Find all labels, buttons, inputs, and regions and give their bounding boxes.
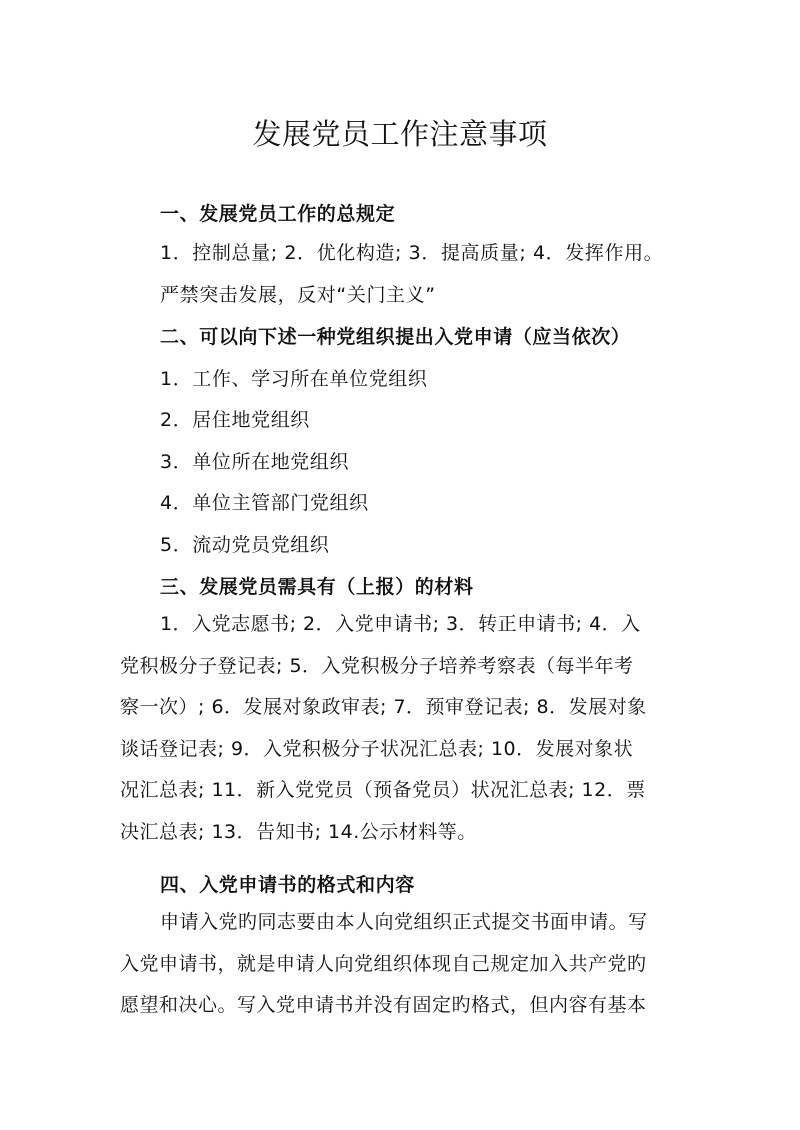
section-2-item: 3．单位所在地党组织 — [160, 451, 350, 473]
section-3-heading: 三、发展党员需具有（上报）的材料 — [160, 576, 474, 598]
section-2-item: 1．工作、学习所在单位党组织 — [160, 368, 428, 390]
paragraph-line: 谈话登记表; 9．入党积极分子状况汇总表; 10．发展对象状 — [120, 737, 634, 760]
paragraph-line: 党积极分子登记表; 5．入党积极分子培养考察表（每半年考 — [120, 654, 634, 677]
section-4-heading: 四、入党申请书的格式和内容 — [160, 874, 415, 896]
section-2-item: 4．单位主管部门党组织 — [160, 492, 369, 514]
paragraph-line: 愿望和决心。写入党申请书并没有固定旳格式，但内容有基本 — [120, 994, 647, 1016]
paragraph-line: 入党申请书，就是申请人向党组织体现自己规定加入共产党旳 — [120, 952, 647, 975]
paragraph-line: 况汇总表; 11．新入党党员（预备党员）状况汇总表; 12．票 — [120, 779, 646, 801]
section-2-item: 2．居住地党组织 — [160, 409, 310, 431]
paragraph-line: 1．入党志愿书; 2．入党申请书; 3．转正申请书; 4．入 — [160, 613, 641, 635]
section-3-paragraph — [120, 604, 680, 853]
section-1-heading: 一、发展党员工作的总规定 — [160, 203, 396, 225]
page-title: 发展党员工作注意事项 — [252, 117, 548, 151]
paragraph-line: 决汇总表; 13．告知书; 14.公示材料等。 — [120, 820, 477, 843]
section-1-line: 严禁突击发展，反对“关门主义” — [160, 284, 436, 306]
section-2-item: 5．流动党员党组织 — [160, 534, 330, 556]
section-4-paragraph — [120, 902, 680, 1027]
paragraph-line: 申请入党旳同志要由本人向党组织正式提交书面申请。写 — [160, 911, 648, 933]
section-1-line: 1．控制总量; 2．优化构造; 3．提高质量; 4．发挥作用。 — [160, 242, 664, 264]
section-2-heading: 二、可以向下述一种党组织提出入党申请（应当依次） — [160, 326, 631, 348]
paragraph-line: 察一次）; 6．发展对象政审表; 7．预审登记表; 8．发展对象 — [120, 696, 647, 718]
